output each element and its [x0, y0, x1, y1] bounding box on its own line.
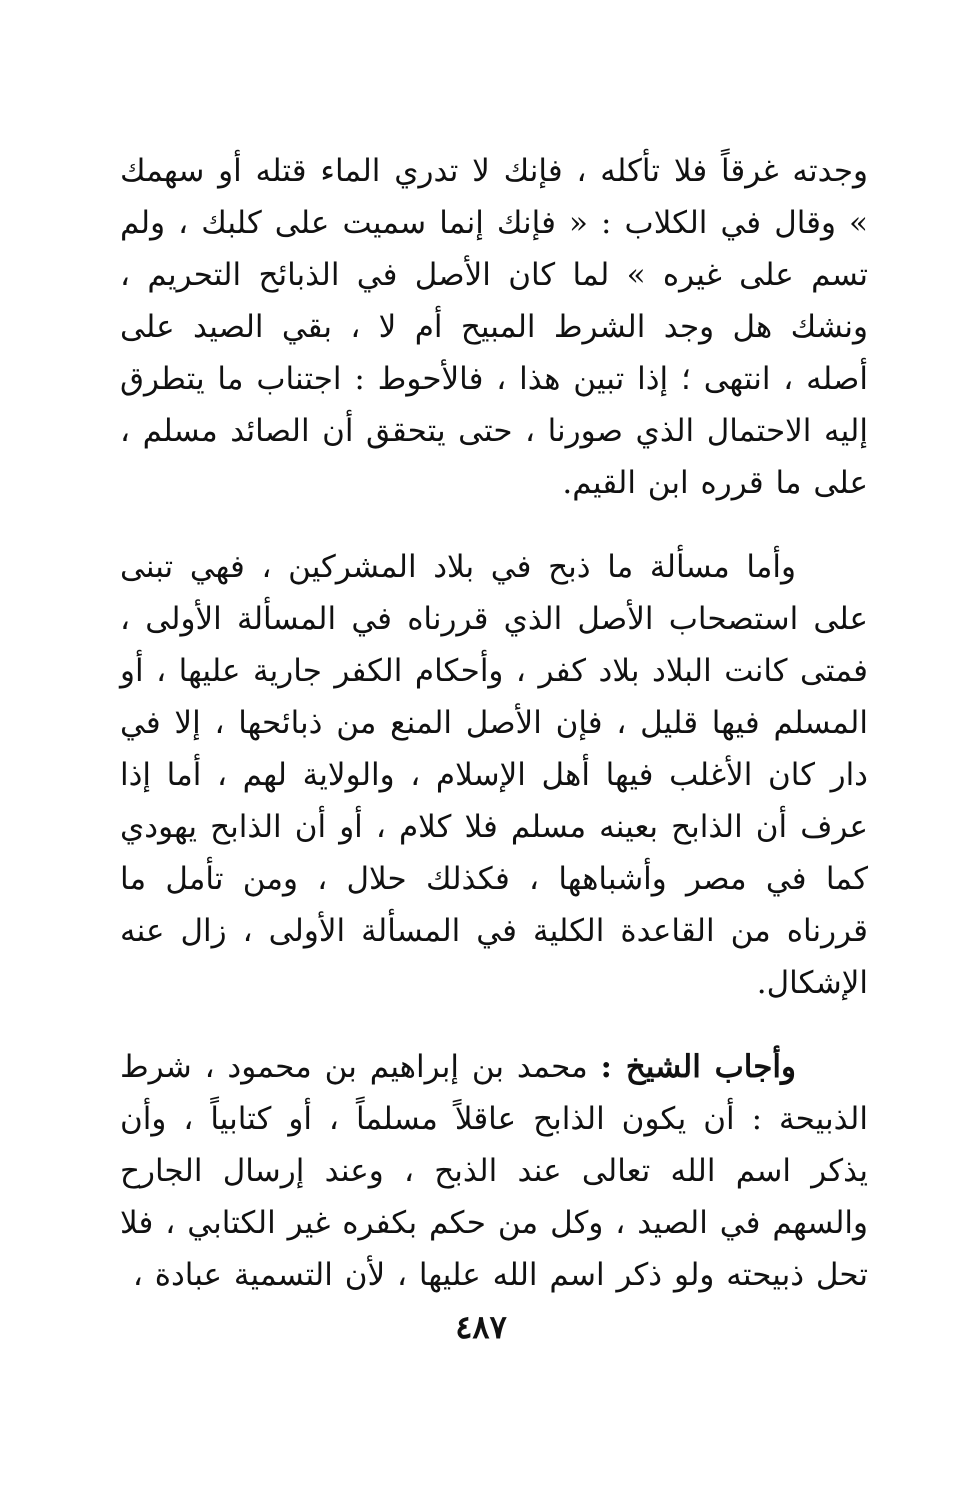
paragraph-3 [120, 1041, 868, 1301]
document-page [120, 145, 868, 1345]
page-number: ٤٨٧ [455, 1308, 507, 1346]
paragraph-2 [120, 541, 868, 1009]
paragraph-1-text: وجدته غرقاً فلا تأكله ، فإنك لا تدري الماء قتله أو سهمك » وقال في الكلاب : « فإنك إنما سميت على كلبك ، ولم تسم على غيره » لما كان الأصل في الذبائح التحريم ، ونشك هل وجد الشرط المبيح أم لا ، بقي الصيد على أصله ، انتهى ؛ إذا تبين هذا ، فالأحوط : اجتناب ما يتطرق إليه الاحتمال الذي صورنا ، حتى يتحقق أن الصائد مسلم ، على ما قرره ابن القيم. [120, 153, 868, 501]
paragraph-3-text: محمد بن إبراهيم بن محمود ، شرط الذبيحة : أن يكون الذابح عاقلاً مسلماً ، أو كتابياً ، وأن يذكر اسم الله تعالى عند الذبح ، وعند إرسال الجارح والسهم في الصيد ، وكل من حكم بكفره غير الكتابي ، فلا تحل ذبيحته ولو ذكر اسم الله عليها ، لأن التسمية عبادة ، [120, 1049, 868, 1293]
paragraph-1 [120, 145, 868, 509]
paragraph-3-lead: وأجاب الشيخ : [600, 1049, 796, 1085]
paragraph-2-text: وأما مسألة ما ذبح في بلاد المشركين ، فهي تبنى على استصحاب الأصل الذي قررناه في المسألة الأولى ، فمتى كانت البلاد بلاد كفر ، وأحكام الكفر جارية عليها ، أو المسلم فيها قليل ، فإن الأصل المنع من ذبائحها ، إلا في دار كان الأغلب فيها أهل الإسلام ، والولاية لهم ، أما إذا عرف أن الذابح بعينه مسلم فلا كلام ، أو أن الذابح يهودي كما في مصر وأشباهها ، فكذلك حلال ، ومن تأمل ما قررناه من القاعدة الكلية في المسألة الأولى ، زال عنه الإشكال. [120, 549, 868, 1001]
